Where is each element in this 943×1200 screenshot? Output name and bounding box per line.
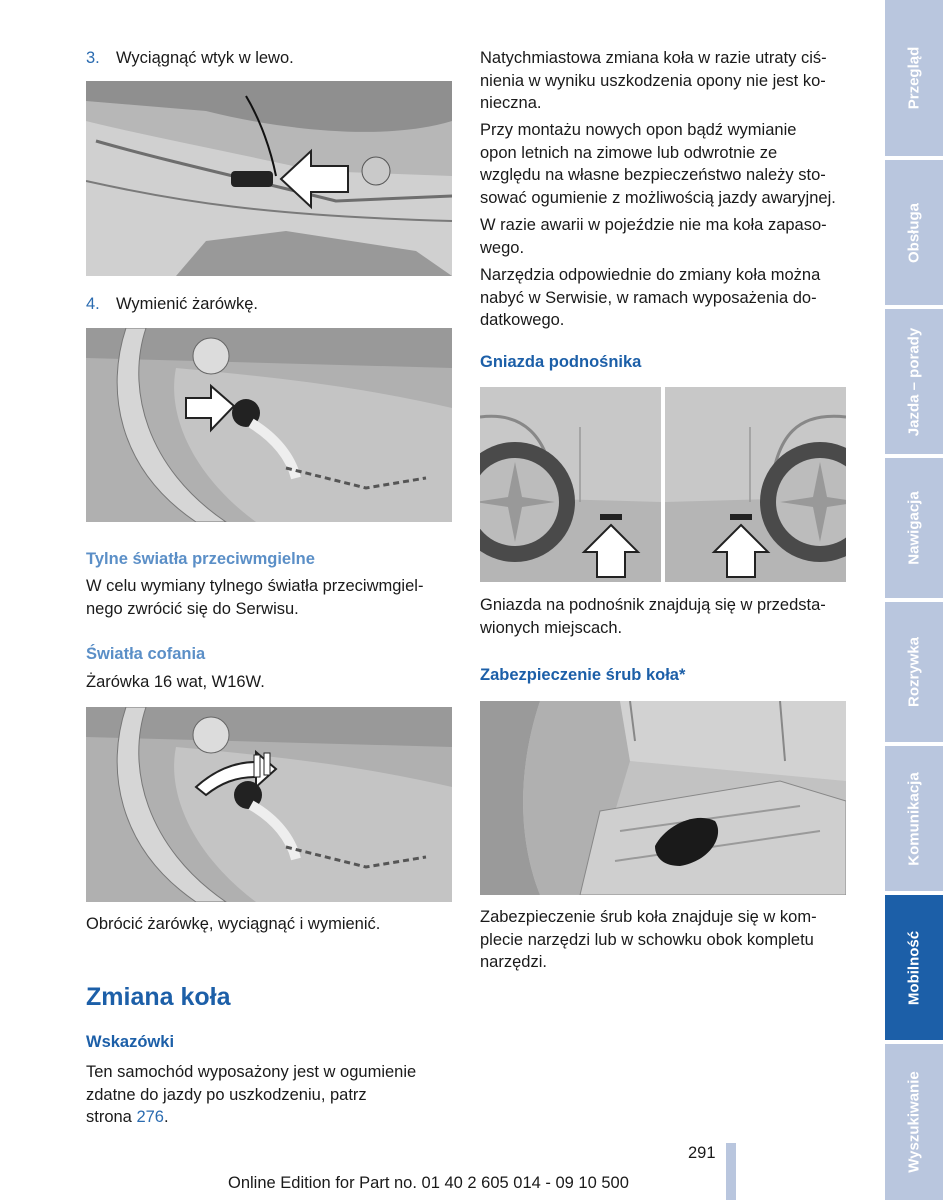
jack-heading: Gniazda podnośnika: [480, 353, 642, 371]
tab-navigation[interactable]: [885, 458, 943, 598]
tab-label: Wyszukiwanie: [905, 1071, 923, 1173]
tab-communication[interactable]: [885, 746, 943, 891]
step-4: [86, 293, 258, 316]
text-line: nieczna.: [480, 94, 542, 112]
plug-illustration: [86, 81, 452, 276]
page-number-bar: [726, 1143, 736, 1200]
turn-bulb-text: Obrócić żarówkę, wyciągnąć i wymienić.: [86, 915, 381, 933]
text-line: Ten samochód wyposażony jest w ogumienie: [86, 1063, 417, 1081]
text-line: W razie awarii w pojeździe nie ma koła zapaso-: [480, 216, 827, 234]
tab-label: Rozrywka: [905, 636, 923, 708]
tab-controls[interactable]: [885, 160, 943, 305]
turn-bulb-illustration: [86, 707, 452, 902]
tools-paragraph: [480, 264, 820, 332]
jack-points-illustration: [480, 387, 846, 582]
text-line: plecie narzędzi lub w schowku obok kompletu: [480, 930, 814, 949]
hints-heading: Wskazówki: [86, 1033, 175, 1051]
tab-label: Komunikacja: [905, 771, 923, 866]
page-number: 291: [688, 1144, 716, 1162]
text-line: zdatne do jazdy po uszkodzeniu, patrz: [86, 1085, 367, 1104]
tab-entertainment[interactable]: [885, 602, 943, 742]
spare-paragraph: [480, 214, 827, 259]
section-title: Zmiana koła: [86, 983, 231, 1011]
text-line: [86, 1106, 416, 1129]
text-line: nego zwrócić się do Serwisu.: [86, 599, 299, 618]
text-line: Natychmiastowa zmiana koła w razie utraty ciś-: [480, 49, 827, 67]
text-line: sować ogumienie z możliwością jazdy awaryjnej.: [480, 188, 836, 207]
tab-label: Nawigacja: [905, 491, 923, 565]
hints-text: [86, 1061, 416, 1129]
fog-light-heading: Tylne światła przeciwmgielne: [86, 550, 315, 568]
footer-edition-text: Online Edition for Part no. 01 40 2 605 014 - 09 10 500: [228, 1174, 629, 1192]
text-line: nabyć w Serwisie, w ramach wyposażenia do-: [480, 288, 817, 307]
wheel-lock-caption: [480, 906, 817, 974]
tab-label: Mobilność: [905, 930, 923, 1005]
tab-label: Obsługa: [905, 202, 923, 263]
bulb-illustration: [86, 328, 452, 522]
step-text: Wyciągnąć wtyk w lewo.: [116, 49, 294, 67]
step-3: [86, 47, 294, 70]
reverse-light-text: Żarówka 16 wat, W16W.: [86, 673, 265, 691]
text-line: Zabezpieczenie śrub koła znajduje się w kom-: [480, 908, 817, 926]
tab-search[interactable]: [885, 1044, 943, 1200]
text-fragment: .: [163, 1108, 169, 1126]
wheel-lock-heading: Zabezpieczenie śrub koła*: [480, 666, 686, 684]
step-number: 4.: [86, 295, 100, 313]
trunk-illustration: [480, 701, 846, 895]
page-reference-link[interactable]: 276: [136, 1108, 164, 1126]
text-line: W celu wymiany tylnego światła przeciwmgiel-: [86, 577, 424, 595]
fog-light-text: [86, 575, 423, 620]
step-text: Wymienić żarówkę.: [116, 295, 258, 313]
text-line: wego.: [480, 238, 525, 257]
tab-label: Jazda – porady: [905, 327, 923, 436]
jack-caption: [480, 594, 826, 639]
text-fragment: strona: [86, 1108, 137, 1126]
text-line: względu na własne bezpieczeństwo należy sto-: [480, 166, 826, 184]
tab-overview[interactable]: [885, 0, 943, 156]
text-line: Gniazda na podnośnik znajdują się w przedsta-: [480, 596, 826, 614]
tab-driving-tips[interactable]: [885, 309, 943, 454]
text-line: narzędzi.: [480, 953, 547, 971]
reverse-light-heading: Światła cofania: [86, 645, 206, 663]
text-line: Przy montażu nowych opon bądź wymianie: [480, 121, 797, 139]
tab-label: Przegląd: [905, 46, 923, 110]
tyre-paragraph: [480, 119, 836, 209]
tab-mobility[interactable]: [885, 895, 943, 1040]
intro-paragraph: [480, 47, 827, 115]
step-number: 3.: [86, 49, 100, 67]
text-line: Narzędzia odpowiednie do zmiany koła można: [480, 266, 821, 284]
text-line: datkowego.: [480, 311, 565, 329]
text-line: wionych miejscach.: [480, 618, 623, 637]
text-line: nienia w wyniku uszkodzenia opony nie jest ko-: [480, 71, 826, 90]
text-line: opon letnich na zimowe lub odwrotnie ze: [480, 143, 778, 162]
